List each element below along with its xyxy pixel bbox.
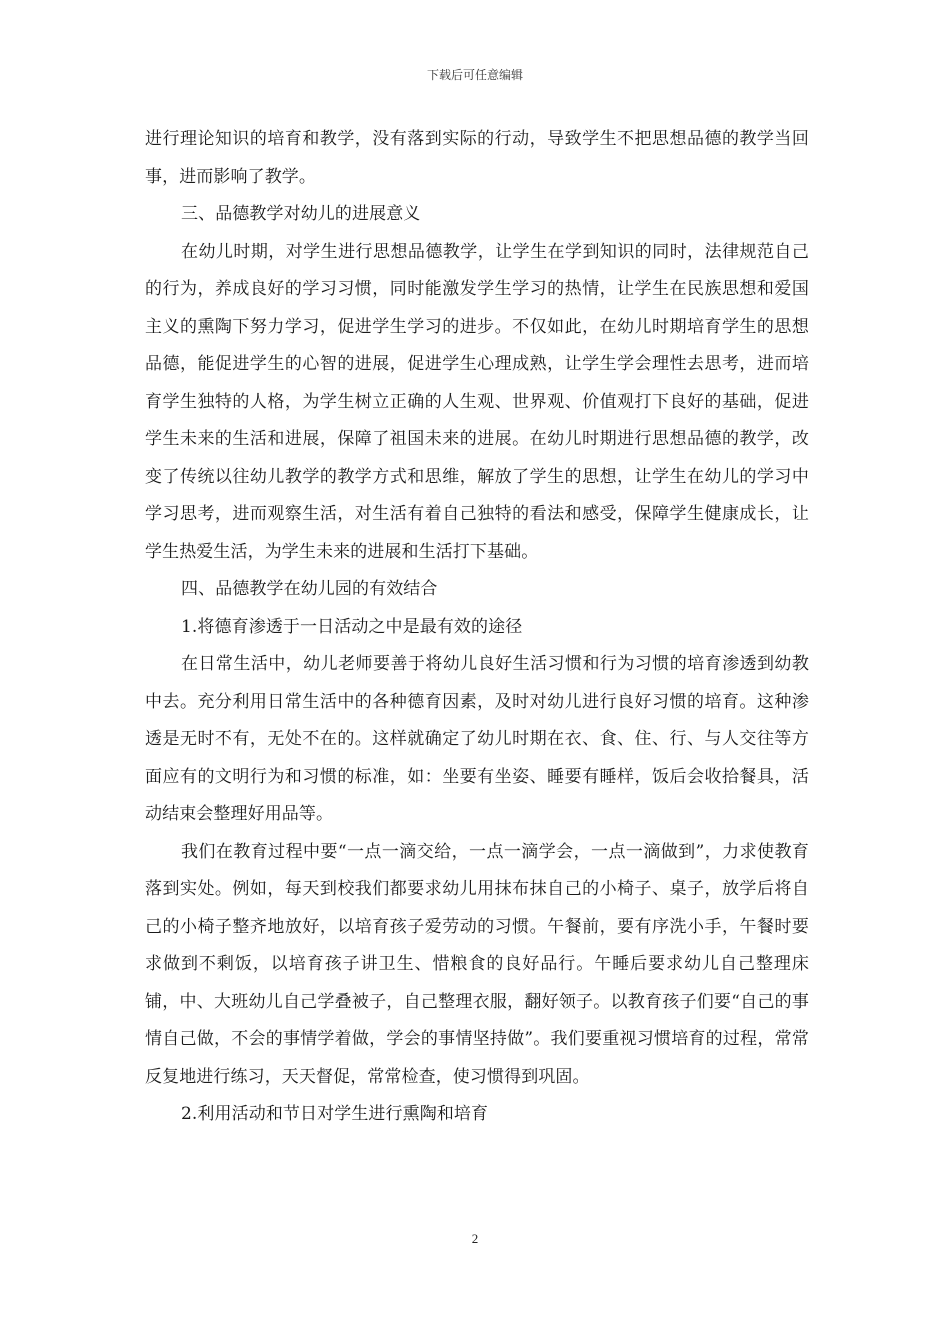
paragraph-daily-life: 在日常生活中，幼儿老师要善于将幼儿良好生活习惯和行为习惯的培育渗透到幼教中去。充分利用日常生活中的各种德育因素，及时对幼儿进行良好习惯的培育。这种渗透是无时不有，无处不在的。这样就确定了幼儿时期在衣、食、住、行、与人交往等方面应有的文明行为和习惯的标准，如：坐要有坐姿、睡要有睡样，饭后会收拾餐具，活动结束会整理好用品等。	[145, 654, 809, 824]
paragraph-education-process: 我们在教育过程中要“一点一滴交给，一点一滴学会，一点一滴做到”，力求使教育落到实处。例如，每天到校我们都要求幼儿用抹布抹自己的小椅子、桌子，放学后将自己的小椅子整齐地放好，以培育孩子爱劳动的习惯。午餐前，要有序洗小手，午餐时要求做到不剩饭，以培育孩子讲卫生、惜粮食的良好品行。午睡后要求幼儿自己整理床铺，中、大班幼儿自己学叠被子，自己整理衣服，翻好领子。以教育孩子们要“自己的事情自己做，不会的事情学着做，学会的事情坚持做”。我们要重视习惯培育的过程，常常反复地进行练习，天天督促，常常检查，使习惯得到巩固。	[145, 841, 809, 1087]
document-body	[145, 121, 809, 1134]
page-header: 下载后可任意编辑	[426, 68, 523, 82]
paragraph-significance: 在幼儿时期，对学生进行思想品德教学，让学生在学到知识的同时，法律规范自己的行为，养成良好的学习习惯，同时能激发学生学习的热情，让学生在民族思想和爱国主义的熏陶下努力学习，促进学生学习的进步。不仅如此，在幼儿时期培育学生的思想品德，能促进学生的心智的进展，促进学生心理成熟，让学生学会理性去思考，进而培育学生独特的人格，为学生树立正确的人生观、世界观、价值观打下良好的基础，促进学生未来的生活和进展，保障了祖国未来的进展。在幼儿时期进行思想品德的教学，改变了传统以往幼儿教学的教学方式和思维，解放了学生的思想，让学生在幼儿的学习中学习思考，进而观察生活，对生活有着自己独特的看法和感受，保障学生健康成长，让学生热爱生活，为学生未来的进展和生活打下基础。	[145, 241, 809, 562]
paragraph-continued: 进行理论知识的培育和教学，没有落到实际的行动，导致学生不把思想品德的教学当回事，进而影响了教学。	[145, 129, 809, 187]
page-number: 2	[471, 1231, 479, 1246]
section-heading-3: 三、品德教学对幼儿的进展意义	[181, 204, 421, 224]
subheading-2: 2.利用活动和节日对学生进行熏陶和培育	[181, 1104, 489, 1124]
subheading-1: 1.将德育渗透于一日活动之中是最有效的途径	[181, 616, 523, 637]
section-heading-4: 四、品德教学在幼儿园的有效结合	[181, 579, 438, 599]
